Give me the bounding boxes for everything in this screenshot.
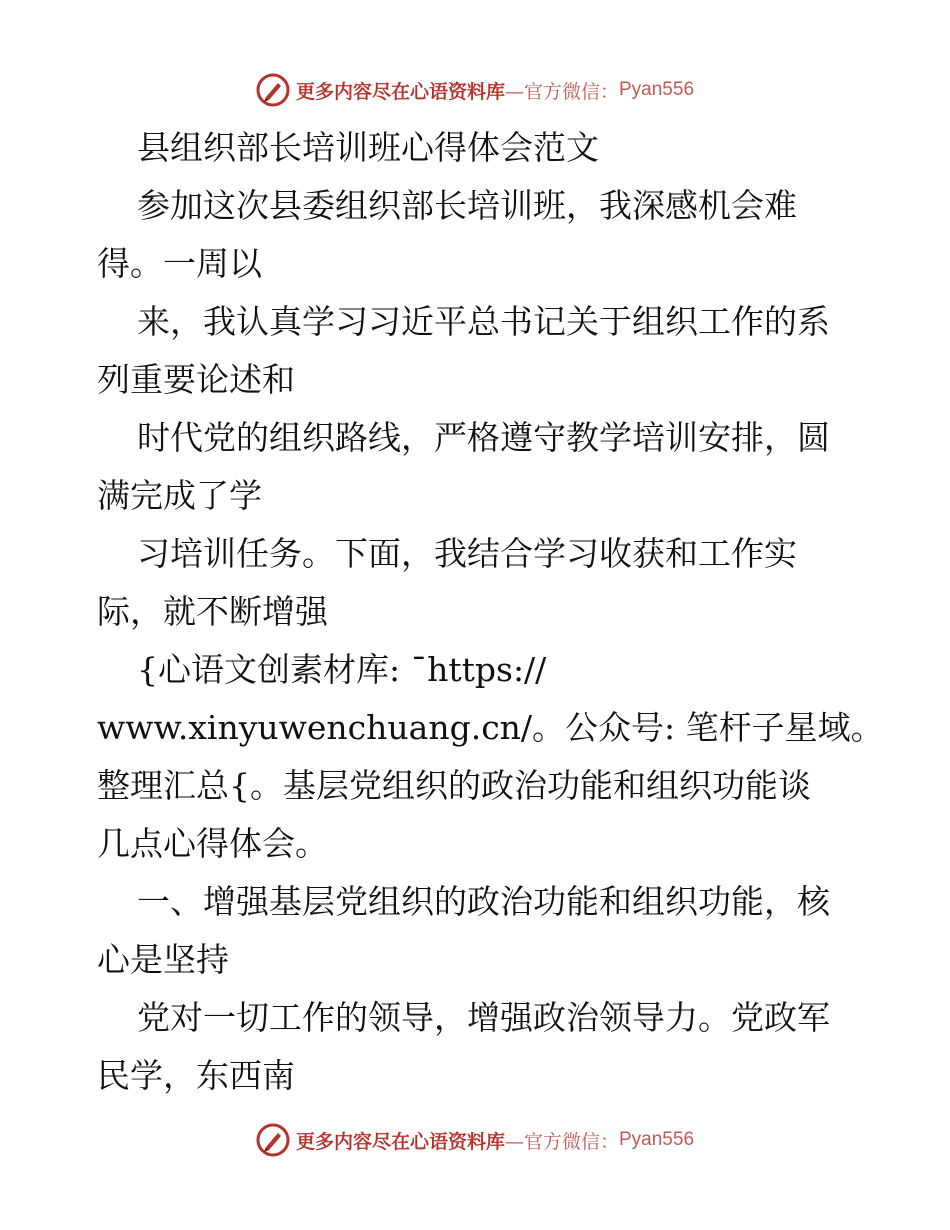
paragraph-line: 得。一周以 <box>97 244 262 283</box>
pen-logo-icon <box>256 73 290 107</box>
footer-banner <box>0 1120 950 1160</box>
paragraph-line: 习培训任务。下面，我结合学习收获和工作实 <box>137 534 797 573</box>
paragraph-line: 来，我认真学习习近平总书记关于组织工作的系 <box>137 302 830 341</box>
paragraph-line: 时代党的组织路线，严格遵守教学培训安排，圆 <box>137 418 830 457</box>
paragraph-line: 参加这次县委组织部长培训班，我深感机会难 <box>137 186 797 225</box>
paragraph-line: www.xinyuwenchuang.cn/。公众号: 笔杆子星域。 <box>97 708 884 747</box>
pen-logo-icon <box>256 1123 290 1157</box>
paragraph-line: 整理汇总{。基层党组织的政治功能和组织功能谈 <box>97 766 811 805</box>
paragraph-line: 党对一切工作的领导，增强政治领导力。党政军 <box>137 998 830 1037</box>
banner-wechat-id: Pyan556 <box>619 79 695 100</box>
banner-wechat-label: —官方微信： <box>504 80 619 103</box>
section-heading-line: 一、增强基层党组织的政治功能和组织功能，核 <box>137 882 830 921</box>
banner-title: 更多内容尽在心语资料库 <box>295 1130 505 1153</box>
paragraph-line: 几点心得体会。 <box>97 824 328 863</box>
paragraph-line: 心是坚持 <box>97 940 229 979</box>
paragraph-line: {心语文创素材库: ¯https:// <box>137 650 547 689</box>
banner-wechat-id: Pyan556 <box>619 1129 695 1150</box>
banner-title: 更多内容尽在心语资料库 <box>295 80 505 103</box>
paragraph-line: 际，就不断增强 <box>97 592 328 631</box>
paragraph-line: 民学，东西南 <box>97 1056 295 1095</box>
document-title: 县组织部长培训班心得体会范文 <box>137 128 599 167</box>
banner-wechat-label: —官方微信： <box>504 1130 619 1153</box>
header-banner <box>0 70 950 110</box>
paragraph-line: 列重要论述和 <box>97 360 295 399</box>
paragraph-line: 满完成了学 <box>97 476 262 515</box>
